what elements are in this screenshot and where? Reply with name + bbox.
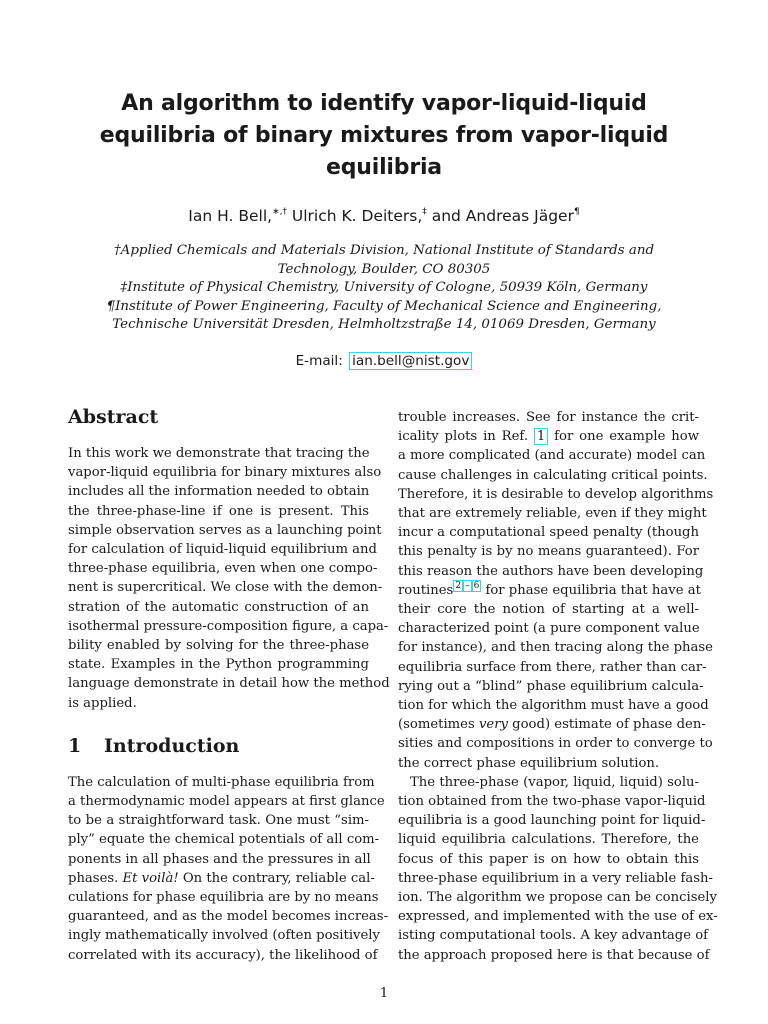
page-number: 1 <box>379 986 389 1001</box>
body-line: this reason the authors have been developing <box>398 563 704 579</box>
intro-line: culations for phase equilibria are by no means <box>68 890 379 906</box>
body-line: isting computational tools. A key advantage of <box>398 928 709 944</box>
affiliation-line: Technische Universität Dresden, Helmholtzstraße 14, 01069 Dresden, Germany <box>112 317 656 333</box>
body-line: this penalty is by no means guaranteed). For <box>398 544 699 560</box>
title-line: equilibria <box>326 155 442 180</box>
body-line: incur a computational speed penalty (though <box>398 525 699 541</box>
body-text: (sometimes <box>398 717 475 733</box>
author-bell-marks: ∗,† <box>272 207 287 217</box>
author-deiters-marks: ‡ <box>422 207 427 217</box>
intro-text: phases. <box>68 870 119 886</box>
author-jaeger: and Andreas Jäger <box>426 207 574 225</box>
body-line: tion obtained from the two-phase vapor-liquid <box>398 794 706 810</box>
body-line: focus of this paper is on how to obtain this <box>398 851 699 867</box>
abstract-line: vapor-liquid equilibria for binary mixtures also <box>68 465 382 481</box>
affiliations <box>60 242 708 335</box>
abstract-heading: Abstract <box>68 406 159 428</box>
intro-line: ply” equate the chemical potentials of all com- <box>68 832 380 848</box>
abstract-line: nent is supercritical. We close with the demon- <box>68 580 383 596</box>
body-line: ion. The algorithm we propose can be concisely <box>398 890 717 906</box>
body-text: routines <box>398 582 454 598</box>
body-line-mixed <box>398 581 699 600</box>
body-line: for instance), and then tracing along the phase <box>398 640 713 656</box>
citation-link[interactable]: 1 <box>534 428 548 445</box>
body-line: liquid equilibria calculations. Therefore, the <box>398 832 699 848</box>
abstract-line: for calculation of liquid-liquid equilibrium and <box>68 542 377 558</box>
body-line: sities and compositions in order to converge to <box>398 736 713 752</box>
abstract-line: bility enabled by solving for the three-phase <box>68 638 369 654</box>
body-text: for phase equilibria that have at <box>481 582 701 598</box>
body-line: expressed, and implemented with the use of ex- <box>398 909 718 925</box>
intro-line: correlated with its accuracy), the likelihood of <box>68 947 378 963</box>
abstract-line: is applied. <box>68 695 137 711</box>
section-title: Introduction <box>104 734 240 757</box>
body-text: good) estimate of phase den- <box>507 717 706 733</box>
email-link[interactable]: ian.bell@nist.gov <box>349 352 472 370</box>
abstract-line: language demonstrate in detail how the method <box>68 676 390 692</box>
body-line-mixed <box>398 427 699 446</box>
abstract-line: stration of the automatic construction of an <box>68 599 369 615</box>
intro-line: to be a straightforward task. One must “sim- <box>68 813 369 829</box>
intro-line: a thermodynamic model appears at first glance <box>68 794 385 810</box>
citation-range <box>453 580 481 592</box>
title-line: An algorithm to identify vapor-liquid-liquid <box>121 91 647 116</box>
body-line: the correct phase equilibrium solution. <box>398 755 660 771</box>
right-column <box>398 408 718 965</box>
body-line: that are extremely reliable, even if they might <box>398 506 707 522</box>
body-line: equilibria is a good launching point for liquid- <box>398 813 706 829</box>
abstract-line: isothermal pressure-composition figure, a capa- <box>68 618 389 634</box>
abstract-body <box>68 444 390 713</box>
body-emphasis: very <box>478 717 508 733</box>
body-line: a more complicated (and accurate) model can <box>398 448 706 464</box>
abstract-line: three-phase equilibria, even when one compo- <box>68 561 378 577</box>
abstract-line: In this work we demonstrate that tracing the <box>68 446 370 461</box>
introduction-heading <box>68 733 369 759</box>
intro-emphasis: Et voilà! <box>122 870 179 886</box>
contact-email <box>60 350 708 372</box>
body-text: icality plots in Ref. <box>398 429 529 445</box>
body-line: characterized point (a pure component value <box>398 621 700 637</box>
title-line: equilibria of binary mixtures from vapor-liquid <box>99 123 669 148</box>
affiliation-line: †Applied Chemicals and Materials Division, National Institute of Standards and <box>113 243 655 258</box>
affiliation-line: Technology, Boulder, CO 80305 <box>277 261 491 277</box>
body-line: their core the notion of starting at a well- <box>398 602 699 618</box>
body-text: for one example how <box>548 429 699 445</box>
abstract-line: simple observation serves as a launching point <box>68 522 382 538</box>
abstract-line: the three-phase-line if one is present. This <box>68 503 369 519</box>
intro-line: ponents in all phases and the pressures in all <box>68 851 371 867</box>
body-line: the approach proposed here is that because of <box>398 947 710 963</box>
intro-line: guaranteed, and as the model becomes increas- <box>68 909 389 925</box>
citation-dash: – <box>465 580 470 591</box>
section-number: 1 <box>68 734 82 757</box>
body-line: Therefore, it is desirable to develop algorithms <box>398 486 714 502</box>
paragraph-first-line: The three-phase (vapor, liquid, liquid) solu- <box>410 774 699 790</box>
left-column <box>68 398 390 965</box>
author-deiters: Ulrich K. Deiters, <box>286 207 423 225</box>
body-line-mixed <box>398 715 706 734</box>
abstract-line: includes all the information needed to obtain <box>68 484 370 500</box>
abstract-line: state. Examples in the Python programming <box>68 657 369 673</box>
body-line: trouble increases. See for instance the crit- <box>398 410 699 425</box>
body-line: cause challenges in calculating critical points. <box>398 467 708 483</box>
intro-text: On the contrary, reliable cal- <box>178 870 375 886</box>
affiliation-line: ¶Institute of Power Engineering, Faculty of Mechanical Science and Engineering, <box>106 298 662 314</box>
affiliation-line: ‡Institute of Physical Chemistry, University of Cologne, 50939 Köln, Germany <box>120 280 648 296</box>
intro-line-mixed <box>68 869 375 888</box>
author-jaeger-marks: ¶ <box>573 207 580 217</box>
body-line: tion for which the algorithm must have a good <box>398 698 709 714</box>
author-bell: Ian H. Bell, <box>188 207 273 225</box>
body-line: three-phase equilibrium in a very reliable fash- <box>398 870 713 886</box>
citation-link[interactable]: 6 <box>473 580 480 591</box>
paper-title <box>60 88 708 184</box>
citation-link[interactable]: 2 <box>455 580 462 591</box>
intro-line: The calculation of multi-phase equilibria from <box>68 774 375 790</box>
body-line: rying out a “blind” phase equilibrium calcula- <box>398 678 704 694</box>
email-label: E-mail: <box>295 353 343 369</box>
introduction-body <box>68 773 389 965</box>
body-line: equilibria surface from there, rather than car- <box>398 659 707 675</box>
author-list <box>60 205 708 227</box>
intro-line: ingly mathematically involved (often positively <box>68 928 380 944</box>
